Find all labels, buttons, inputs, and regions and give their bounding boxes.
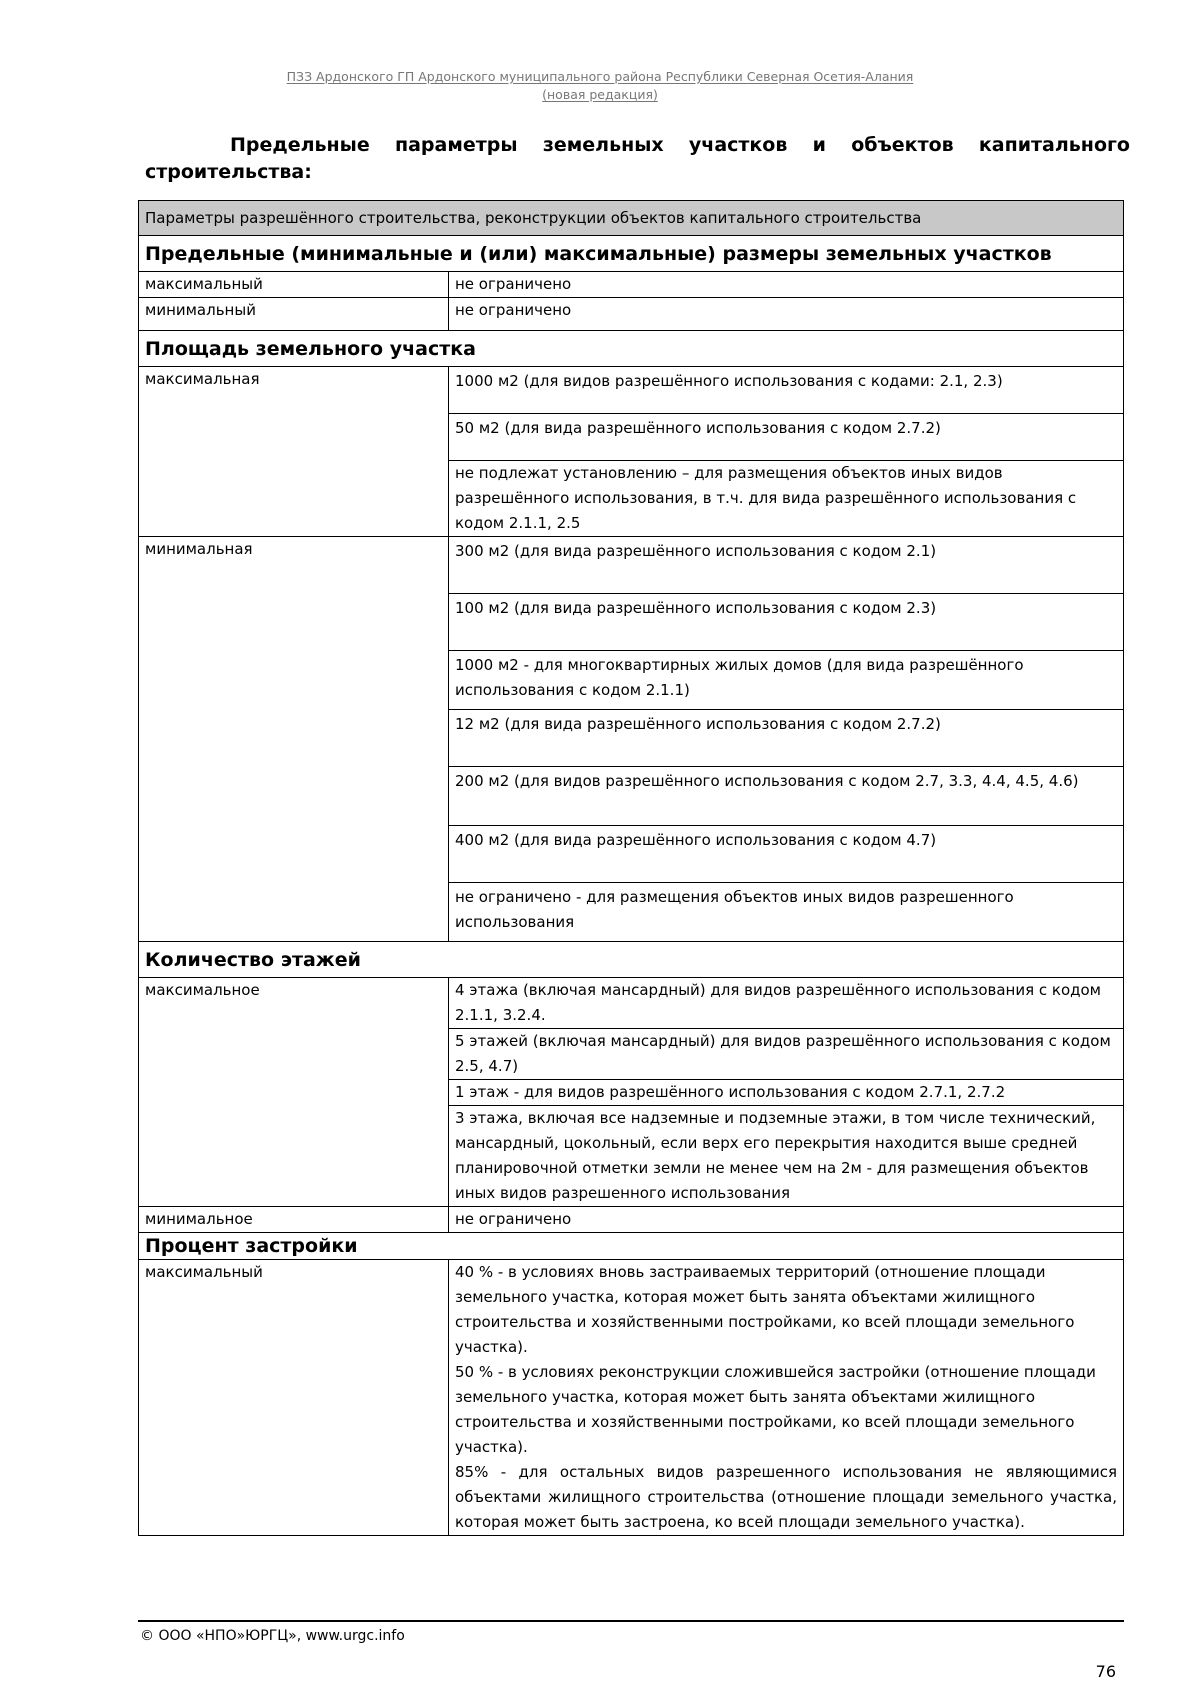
row-value: 4 этажа (включая мансардный) для видов разрешённого использования с кодом 2.1.1, 3.2.4.: [449, 978, 1124, 1029]
row-label: минимальная: [139, 537, 449, 942]
row-label: максимальное: [139, 978, 449, 1207]
group-header-row: [139, 942, 1124, 978]
row-value: 400 м2 (для вида разрешённого использования с кодом 4.7): [449, 826, 1124, 883]
table-row: [139, 537, 1124, 594]
row-value: не ограничено - для размещения объектов иных видов разрешенного использования: [449, 883, 1124, 942]
running-header-line1: ПЗЗ Ардонского ГП Ардонского муниципального района Республики Северная Осетия-Алания: [286, 69, 914, 84]
row-label: минимальный: [139, 298, 449, 331]
group-header-row: [139, 236, 1124, 272]
footer-divider: [138, 1620, 1124, 1622]
footer-copyright: © ООО «НПО»ЮРГЦ», www.urgc.info: [140, 1628, 405, 1644]
row-value: 1 этаж - для видов разрешённого использования с кодом 2.7.1, 2.7.2: [449, 1080, 1124, 1106]
row-value: 5 этажей (включая мансардный) для видов разрешённого использования с кодом 2.5, 4.7): [449, 1029, 1124, 1080]
row-value: [449, 1260, 1124, 1536]
running-header-line2: (новая редакция): [542, 87, 658, 102]
section-title: [145, 132, 1130, 186]
title-word: объектов: [851, 134, 954, 156]
table-row: [139, 1260, 1124, 1536]
group-header-row: [139, 1233, 1124, 1260]
row-value: 1000 м2 - для многоквартирных жилых домов (для вида разрешённого использования с кодом 2.1.1): [449, 651, 1124, 710]
row-value: 200 м2 (для видов разрешённого использования с кодом 2.7, 3.3, 4.4, 4.5, 4.6): [449, 767, 1124, 826]
group-heading-sizes: Предельные (минимальные и (или) максимальные) размеры земельных участков: [139, 236, 1124, 272]
row-value: не ограничено: [449, 298, 1124, 331]
title-word: параметры: [394, 134, 518, 156]
group-heading-coverage: Процент застройки: [139, 1233, 1124, 1260]
title-word: и: [812, 134, 826, 156]
title-word: земельных: [542, 134, 664, 156]
table-banner: Параметры разрешённого строительства, реконструкции объектов капитального строительства: [139, 201, 1124, 236]
row-label: максимальный: [139, 1260, 449, 1536]
row-value: 12 м2 (для вида разрешённого использования с кодом 2.7.2): [449, 710, 1124, 767]
coverage-paragraph: 50 % - в условиях реконструкции сложившейся застройки (отношение площади земельного участка, которая может быть занята объектами жилищного строительства и хозяйственными постройками, ко всей площади земельного участка).: [455, 1363, 1096, 1456]
running-header: [0, 68, 1200, 104]
row-label: максимальный: [139, 272, 449, 298]
title-word: капитального: [978, 134, 1130, 156]
group-heading-area: Площадь земельного участка: [139, 331, 1124, 367]
table-banner-row: [139, 201, 1124, 236]
table-row: [139, 978, 1124, 1029]
row-value: 1000 м2 (для видов разрешённого использования с кодами: 2.1, 2.3): [449, 367, 1124, 414]
title-word: Предельные: [230, 134, 370, 156]
row-value: 3 этажа, включая все надземные и подземные этажи, в том числе технический, мансардный, цокольный, если верх его перекрытия находится выше средней планировочной отметки земли не менее чем на 2м - для размещения объектов иных видов разрешенного использования: [449, 1106, 1124, 1207]
table-row: [139, 1207, 1124, 1233]
row-value: 50 м2 (для вида разрешённого использования с кодом 2.7.2): [449, 414, 1124, 461]
title-word: участков: [688, 134, 788, 156]
title-line2: строительства:: [145, 161, 312, 183]
row-label: минимальное: [139, 1207, 449, 1233]
page-number: 76: [1095, 1662, 1116, 1681]
group-header-row: [139, 331, 1124, 367]
coverage-paragraph: 40 % - в условиях вновь застраиваемых территорий (отношение площади земельного участка, которая может быть занята объектами жилищного строительства и хозяйственными постройками, ко всей площади земельного участка).: [455, 1263, 1075, 1356]
row-value: 100 м2 (для вида разрешённого использования с кодом 2.3): [449, 594, 1124, 651]
table-row: [139, 367, 1124, 414]
group-heading-floors: Количество этажей: [139, 942, 1124, 978]
row-value: не подлежат установлению – для размещения объектов иных видов разрешённого использования, в т.ч. для вида разрешённого использования с кодом 2.1.1, 2.5: [449, 461, 1124, 537]
row-value: 300 м2 (для вида разрешённого использования с кодом 2.1): [449, 537, 1124, 594]
parameters-table: [138, 200, 1124, 1536]
row-value: не ограничено: [449, 1207, 1124, 1233]
table-row: [139, 272, 1124, 298]
coverage-paragraph: 85% - для остальных видов разрешенного использования не являющимися объектами жилищного строительства (отношение площади земельного участка, которая может быть застроена, ко всей площади земельного участка).: [455, 1463, 1117, 1531]
table-row: [139, 298, 1124, 331]
row-value: не ограничено: [449, 272, 1124, 298]
row-label: максимальная: [139, 367, 449, 537]
